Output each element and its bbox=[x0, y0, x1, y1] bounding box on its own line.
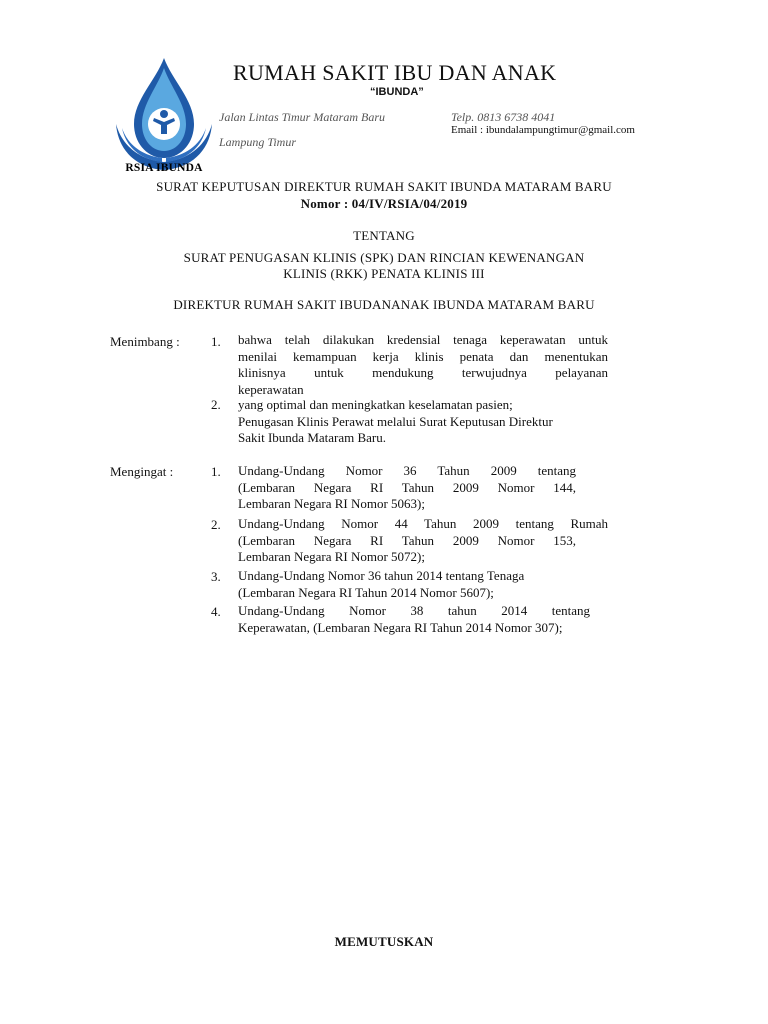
decree-number: Nomor : 04/IV/RSIA/04/2019 bbox=[300, 196, 468, 211]
text-line: Lembaran Negara RI Nomor 5063); bbox=[238, 496, 425, 511]
mengingat-num-4: 4. bbox=[211, 604, 221, 619]
menimbang-num-1: 1. bbox=[211, 334, 221, 349]
mengingat-label: Mengingat : bbox=[110, 464, 174, 479]
text-line: Undang-Undang Nomor 44 Tahun 2009 tentang Rumah bbox=[238, 516, 608, 531]
text-line: Penugasan Klinis Perawat melalui Surat Keputusan Direktur bbox=[238, 413, 553, 429]
address-line-2: Lampung Timur bbox=[219, 135, 297, 149]
text-line: (Lembaran Negara RI Tahun 2009 Nomor 144, bbox=[238, 479, 576, 495]
mengingat-num-2: 2. bbox=[211, 517, 221, 532]
hospital-logo-icon bbox=[112, 54, 216, 178]
menimbang-item-2 bbox=[238, 397, 608, 447]
text-line: (Lembaran Negara RI Tahun 2009 Nomor 153, bbox=[238, 532, 576, 548]
email-address: Email : ibundalampungtimur@gmail.com bbox=[451, 124, 635, 136]
memutuskan-heading: MEMUTUSKAN bbox=[334, 934, 434, 949]
subject-line-2: KLINIS (RKK) PENATA KLINIS III bbox=[283, 266, 485, 281]
text-line: Lembaran Negara RI Nomor 5072); bbox=[238, 549, 425, 564]
mengingat-num-3: 3. bbox=[211, 569, 221, 584]
phone-number: Telp. 0813 6738 4041 bbox=[451, 110, 556, 124]
text-line: menilai kemampuan kerja klinis penata dan menentukan bbox=[238, 348, 608, 364]
text-line: klinisnya untuk mendukung terwujudnya pelayanan bbox=[238, 365, 608, 380]
text-line: (Lembaran Negara RI Tahun 2014 Nomor 5607); bbox=[238, 584, 494, 600]
hospital-subtitle: “IBUNDA” bbox=[370, 86, 424, 98]
menimbang-item-1 bbox=[238, 332, 608, 398]
mengingat-item-1 bbox=[238, 463, 576, 513]
text-line: Sakit Ibunda Mataram Baru. bbox=[238, 430, 387, 445]
mengingat-item-3 bbox=[238, 568, 608, 601]
text-line: keperawatan bbox=[238, 381, 304, 397]
mengingat-num-1: 1. bbox=[211, 464, 221, 479]
director-heading: DIREKTUR RUMAH SAKIT IBUDANANAK IBUNDA MATARAM BARU bbox=[173, 297, 595, 312]
mengingat-item-4 bbox=[238, 603, 608, 636]
text-line: Keperawatan, (Lembaran Negara RI Tahun 2014 Nomor 307); bbox=[238, 619, 563, 635]
text-line: Undang-Undang Nomor 36 tahun 2014 tentang Tenaga bbox=[238, 568, 525, 583]
logo-text: RSIA IBUNDA bbox=[125, 162, 203, 174]
text-line: Undang-Undang Nomor 36 Tahun 2009 tentang bbox=[238, 463, 576, 478]
decree-title: SURAT KEPUTUSAN DIREKTUR RUMAH SAKIT IBUNDA MATARAM BARU bbox=[156, 179, 612, 194]
text-line: yang optimal dan meningkatkan keselamatan pasien; bbox=[238, 397, 513, 412]
menimbang-label: Menimbang : bbox=[110, 334, 180, 349]
hospital-name: RUMAH SAKIT IBU DAN ANAK bbox=[233, 60, 557, 85]
text-line: bahwa telah dilakukan kredensial tenaga keperawatan untuk bbox=[238, 332, 608, 347]
subject-line-1: SURAT PENUGASAN KLINIS (SPK) DAN RINCIAN KEWENANGAN bbox=[183, 250, 585, 265]
tentang-heading: TENTANG bbox=[353, 228, 415, 243]
menimbang-num-2: 2. bbox=[211, 397, 221, 412]
address-line-1: Jalan Lintas Timur Mataram Baru bbox=[219, 110, 386, 124]
mengingat-item-2 bbox=[238, 516, 608, 566]
text-line: Undang-Undang Nomor 38 tahun 2014 tentang bbox=[238, 603, 590, 618]
